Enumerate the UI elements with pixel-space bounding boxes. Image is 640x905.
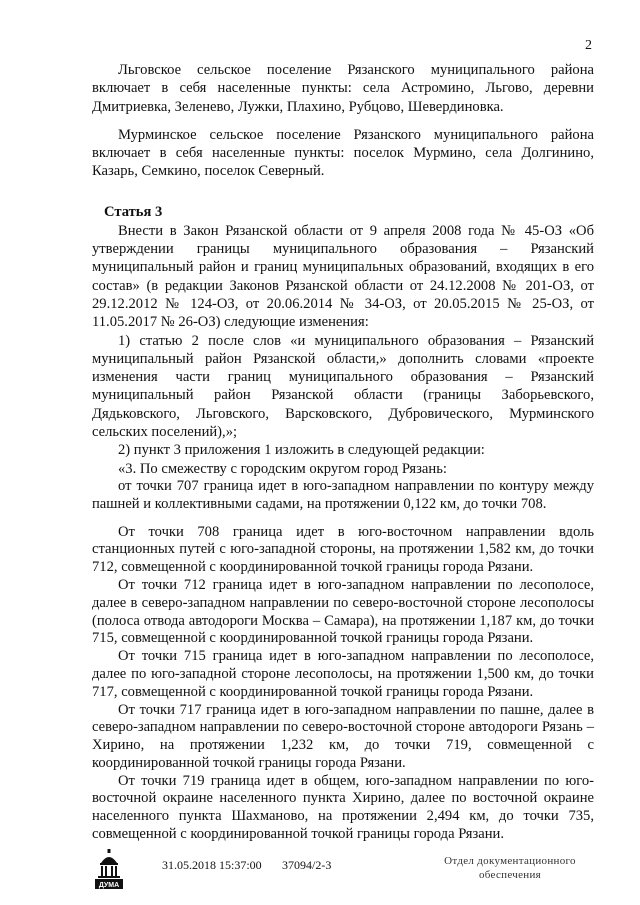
article-paragraph: От точки 708 граница идет в юго-восточном направлении вдоль станционных путей с юго-западной стороны, на протяжении 1,582 км, до точки 712, совмещенной с координированной точкой границы города Рязани. <box>92 523 594 576</box>
document-body <box>92 61 594 844</box>
department-line-2: обеспечения <box>478 869 542 881</box>
page-number: 2 <box>585 38 592 53</box>
article-paragraph: «3. По смежеству с городским округом город Рязань: <box>118 460 447 477</box>
article-paragraph: 2) пункт 3 приложения 1 изложить в следующей редакции: <box>118 442 485 459</box>
article-paragraph: От точки 719 граница идет в общем, юго-западном направлении по юго-восточной окраине населенного пункта Хирино, далее по восточной окраине населенного пункта Шахманово, на протяжении 2,494 км, до точки 735, совмещенной с координированной точкой границы города Рязани. <box>92 772 594 843</box>
paragraph-lgovskoe: Льговское сельское поселение Рязанского муниципального района включает в себя населенные пункты: села Астромино, Льгово, деревни Дмитриевка, Зеленево, Лужки, Плахино, Рубцово, Шевердиновка. <box>92 62 594 115</box>
footer <box>0 842 640 902</box>
article-paragraph: От точки 717 граница идет в юго-западном направлении по пашне, далее в северо-западном направлении по северо-восточной стороне автодороги Рязань – Хирино, на протяжении 1,232 км, до точки 719, совмещенной с координированной точкой границы города Рязани. <box>92 701 594 771</box>
footer-date: 31.05.2018 15:37:00 <box>162 858 262 872</box>
article-paragraph: от точки 707 граница идет в юго-западном направлении по контуру между пашней и коллективными садами, на протяжении 0,122 км, до точки 708. <box>92 477 594 512</box>
footer-department <box>430 854 590 882</box>
paragraph-murminskoe: Мурминское сельское поселение Рязанского муниципального района включает в себя населенные пункты: поселок Мурмино, села Долгинино, Казарь, Семкино, поселок Северный. <box>92 126 594 180</box>
footer-code: 37094/2-3 <box>282 858 332 872</box>
article-paragraph: От точки 712 граница идет в юго-западном направлении по лесополосе, далее в северо-западном направлении по северо-восточной стороне лесополосы (полоса отвода автодороги Москва – Самара), на протяжении 1,187 км, до точки 715, совмещенной с координированной точкой границы города Рязани. <box>92 576 594 647</box>
department-line-1: Отдел документационного <box>444 855 576 867</box>
article-paragraph: От точки 715 граница идет в юго-западном направлении по лесополосе, далее по юго-западной стороне лесополосы, на протяжении 1,500 км, до точки 717, совмещенной с координированной точкой границы города Рязани. <box>92 648 594 700</box>
duma-logo-icon <box>92 848 126 890</box>
logo-text: ДУМА <box>98 882 120 889</box>
article-title: Статья 3 <box>104 203 163 220</box>
article-paragraph: 1) статью 2 после слов «и муниципального образования – Рязанский муниципальный район Рязанской области,» дополнить словами «проекте изменения части границ муниципального образования – Рязанский муниципальный район Рязанской области (границы Заборьевского, Дядьковского, Льговского, Варсковского, Дубровического, Мурминского сельских поселений),»; <box>92 332 594 441</box>
article-paragraph: Внести в Закон Рязанской области от 9 апреля 2008 года № 45-ОЗ «Об утверждении границы муниципального образования – Рязанский муниципальный район и границ муниципальных образований, входящих в его состав» (в редакции Законов Рязанской области от 24.12.2008 № 201-ОЗ, от 29.12.2012 № 124-ОЗ, от 20.06.2014 № 34-ОЗ, от 20.05.2015 № 25-ОЗ, от 11.05.2017 № 26-ОЗ) следующие изменения: <box>92 222 594 331</box>
